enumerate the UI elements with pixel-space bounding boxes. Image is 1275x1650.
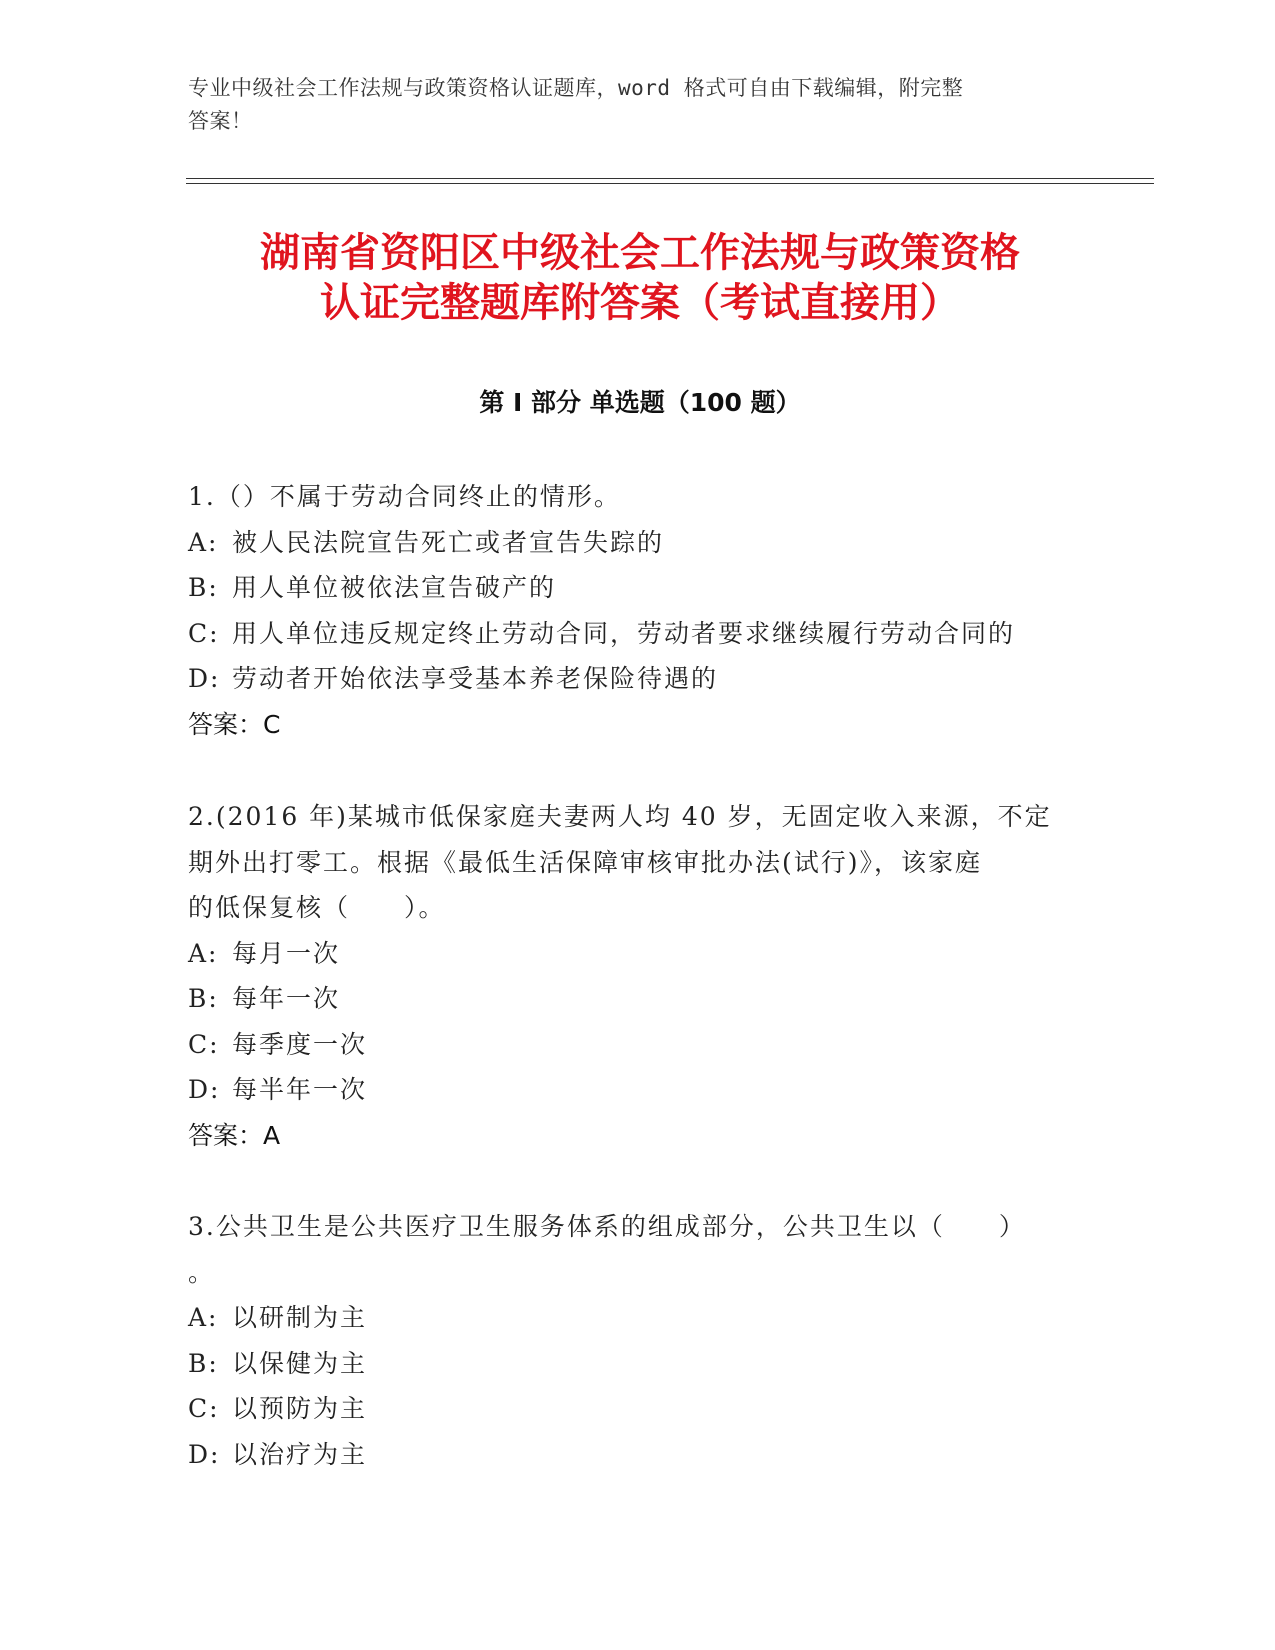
option-text: 每年一次 (232, 984, 341, 1013)
option-text: 用人单位违反规定终止劳动合同，劳动者要求继续履行劳动合同的 (232, 618, 1016, 648)
question-3 (188, 1204, 1078, 1477)
question-stem-line-3: 的低保复核（ ）。 (188, 893, 446, 922)
document-title (150, 228, 1130, 328)
option-c (188, 611, 1078, 657)
option-letter: B: (188, 573, 219, 602)
option-b (188, 1341, 1078, 1387)
option-d (188, 1067, 1078, 1113)
question-stem-line-1: 2.(2016 年)某城市低保家庭夫妻两人均 40 岁，无固定收入来源，不定 (188, 802, 1052, 831)
section-heading: 第 I 部分 单选题（100 题） (479, 388, 801, 417)
option-text: 以研制为主 (232, 1303, 368, 1332)
header-divider-top (186, 178, 1154, 179)
option-a (188, 931, 1078, 977)
option-a (188, 1295, 1078, 1341)
option-letter: B: (188, 984, 219, 1013)
question-stem: 1.（）不属于劳动合同终止的情形。 (188, 482, 621, 511)
document-title-line-1: 湖南省资阳区中级社会工作法规与政策资格 (260, 230, 1020, 276)
option-d (188, 1432, 1078, 1478)
option-text: 被人民法院宣告死亡或者宣告失踪的 (232, 527, 665, 557)
question-1 (188, 474, 1078, 747)
option-letter: D: (188, 1439, 221, 1469)
option-c (188, 1386, 1078, 1432)
question-stem-line-1: 3.公共卫生是公共医疗卫生服务体系的组成部分，公共卫生以（ ） (188, 1212, 1026, 1241)
option-letter: A: (188, 1303, 219, 1332)
option-text: 以治疗为主 (232, 1439, 368, 1469)
document-title-line-2: 认证完整题库附答案（考试直接用） (320, 280, 960, 326)
answer: 答案：A (188, 1120, 281, 1150)
option-letter: C: (188, 1394, 220, 1423)
option-text: 以保健为主 (232, 1348, 368, 1378)
option-b (188, 976, 1078, 1022)
header-divider-bottom (186, 183, 1154, 184)
question-stem-line-2: 期外出打零工。根据《最低生活保障审核审批办法(试行)》，该家庭 (188, 847, 983, 877)
header-note (188, 72, 1068, 138)
option-text: 每季度一次 (232, 1029, 368, 1059)
option-letter: C: (188, 618, 220, 648)
option-c (188, 1022, 1078, 1068)
header-note-line-2: 答案！ (188, 109, 253, 133)
option-d (188, 656, 1078, 702)
question-stem-line-2: 。 (188, 1257, 216, 1287)
option-letter: A: (188, 527, 219, 557)
question-2 (188, 794, 1078, 1158)
option-text: 每半年一次 (232, 1075, 368, 1104)
option-text: 劳动者开始依法享受基本养老保险待遇的 (232, 664, 719, 693)
option-text: 用人单位被依法宣告破产的 (232, 573, 557, 602)
option-a (188, 520, 1078, 566)
option-letter: D: (188, 1075, 221, 1104)
option-letter: A: (188, 938, 219, 968)
option-text: 每月一次 (232, 938, 341, 968)
option-text: 以预防为主 (232, 1394, 368, 1423)
header-note-line-1: 专业中级社会工作法规与政策资格认证题库，word 格式可自由下载编辑，附完整 (188, 76, 964, 100)
answer: 答案：C (188, 709, 281, 739)
option-b (188, 565, 1078, 611)
option-letter: C: (188, 1029, 220, 1059)
option-letter: D: (188, 664, 221, 693)
option-letter: B: (188, 1348, 219, 1378)
